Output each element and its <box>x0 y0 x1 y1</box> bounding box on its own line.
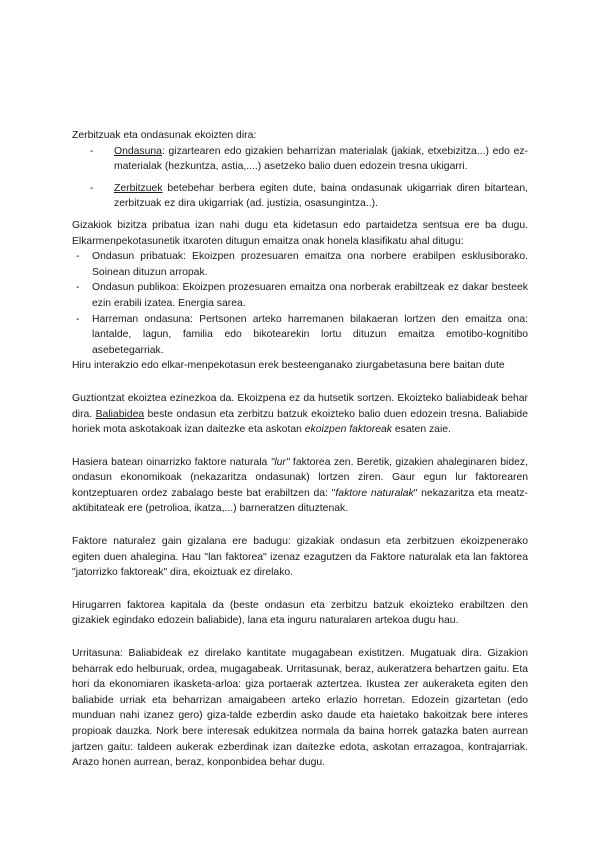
paragraph-hasiera: Hasiera batean oinarrizko faktore naturala "lur" faktorea zen. Beretik, gizakien ahaleginaren bidez, ondasun ekonomikoak (nekazaritza ondasunak) lortzen ziren. Gaur egun lur faktorearen kontzeptuaren ordez zabalago beste bat erabiltzen da: "faktore naturalak" nekazaritza eta meatz-aktibitateak ere (petrolioa, ikatza,...) barneratzen dituztenak. <box>72 456 528 515</box>
list-item: - Harreman ondasuna: Pertsonen arteko harremanen bilakaeran lortzen den emaitza ona: lantalde, lagun, familia edo bikotearekin lortu dituzun emaitza emotibo-kognitibo asebetegarriak. <box>72 312 528 359</box>
goods-types-list <box>72 249 528 358</box>
term-zerbitzuek: Zerbitzuek <box>114 182 163 194</box>
document-body <box>72 128 528 771</box>
list-item: - Ondasun pribatuak: Ekoizpen prozesuaren emaitza ona norbere erabilpen esklusiborako. Soinean dituzun arropak. <box>72 249 528 280</box>
intro-line: Zerbitzuak eta ondasunak ekoizten dira: <box>72 130 257 141</box>
list-item: - Ondasuna: gizartearen edo gizakien beharrizan materialak (jakiak, etxebizitza...) edo ez-materialak (hezkuntza, astia,....) asetzeko balio duen edozein tresna ukigarri. <box>72 144 528 175</box>
paragraph-gizakiok: Gizakiok bizitza pribatua izan nahi dugu eta kidetasun edo partaidetza sentsua ere ba dugu. Elkarmenpekotasunetik itxaroten ditugun emaitza onak honela klasifikatu ahal ditugu: <box>72 219 528 247</box>
term-baliabidea: Baliabidea <box>95 408 145 420</box>
list-item: - Ondasun publikoa: Ekoizpen prozesuaren emaitza ona norberak erabiltzeak ez dakar besteek ezin erabili izatea. Energia sarea. <box>72 280 528 311</box>
term-ondasuna: Ondasuna <box>114 145 162 157</box>
goods-services-list <box>72 144 528 212</box>
list-item: - Zerbitzuek betebehar berbera egiten dute, baina ondasunak ukigarriak diren bitartean, zerbitzuak ez dira ukigarriak (ad. justizia, osasungintza..). <box>72 181 528 212</box>
term-ekoizpen-faktoreak: ekoizpen faktoreak <box>304 424 393 436</box>
paragraph-faktore-naturalez: Faktore naturalez gain gizalana ere badugu: gizakiak ondasun eta zerbitzuen ekoizpenerako egiten duen ahalegina. Hau "lan faktorea" izenaz ezagutzen da Faktore naturalak eta lan faktorea "jatorrizko faktoreak" dira, ekoiztuak ez direlako. <box>72 536 528 579</box>
paragraph-hiru: Hiru interakzio edo elkar-menpekotasun erek besteenganako ziurgabetasuna bere baitan dute <box>72 360 505 372</box>
paragraph-hirugarren: Hirugarren faktorea kapitala da (beste ondasun eta zerbitzu batzuk ekoizteko erabiltzen den gizakiek egindako edozein baliabide), lana eta inguru naturalaren artekoa dugu hau. <box>72 599 528 627</box>
paragraph-urritasuna: Urritasuna: Baliabideak ez direlako kantitate mugagabean existitzen. Mugatuak dira. Gizakion beharrak edo helburuak, ordea, mugagabeak. Urritasunak, beraz, aukeratzera behartzen gaitu. Eta hori da ekonomiaren ikasketa-arloa: giza portaerak aztertzea. Ikustea zer aukeraketa egiten den baliabide urriak eta beharrizan amaigabeen arteko erlazio horretan. Edozein gizartetan (edo munduan nahi izanez gero) giza-talde ezberdin asko daude eta haietako bakoitzak bere interes propioak dauzka. Nork bere interesak edukitzea normala da baina horrek gatazka baten aurrean jartzen gaitu: taldeen aukerak ezberdinak izan daitezke edota, askotan errazagoa, kontrajarriak. Arazo honen aurrean, beraz, konponbidea behar dugu. <box>72 648 528 769</box>
paragraph-guztiontzat: Guztiontzat ekoiztea ezinezkoa da. Ekoizpena ez da hutsetik sortzen. Ekoizteko baliabideak behar dira. Baliabidea beste ondasun eta zerbitzu batzuk ekoizteko balio duen edozein tresna. Baliabide horiek mota askotakoak izan daitezke eta askotan ekoizpen faktoreak esaten zaie. <box>72 392 528 436</box>
